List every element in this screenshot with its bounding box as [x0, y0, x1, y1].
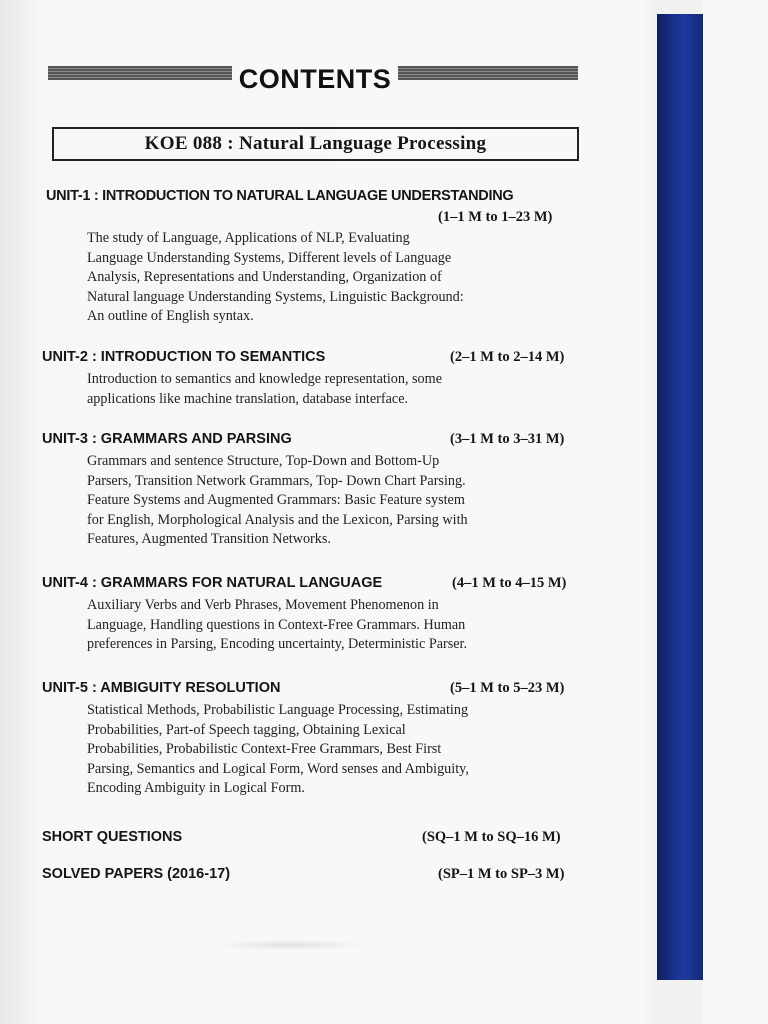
- subject-title-box: KOE 088 : Natural Language Processing: [52, 127, 579, 161]
- unit-1-desc-line: Natural language Understanding Systems, Linguistic Background:: [87, 288, 464, 305]
- solved-papers-title: SOLVED PAPERS (2016-17): [42, 866, 231, 882]
- unit-5-desc-line: Parsing, Semantics and Logical Form, Word senses and Ambiguity,: [87, 760, 469, 777]
- unit-2-desc-line: Introduction to semantics and knowledge representation, some: [87, 371, 442, 387]
- unit-5-desc-line: Probabilities, Probabilistic Context-Free Grammars, Best First: [87, 741, 442, 757]
- unit-3-title: UNIT-3 : GRAMMARS AND PARSING: [42, 431, 292, 447]
- unit-5-desc-line: Probabilities, Part-of Speech tagging, Obtaining Lexical: [87, 721, 406, 738]
- unit-5-desc-line: Encoding Ambiguity in Logical Form.: [87, 780, 305, 796]
- book-cover-edge: [657, 14, 703, 980]
- contents-heading: CONTENTS: [238, 64, 392, 94]
- unit-5-range: (5–1 M to 5–23 M): [450, 680, 565, 696]
- unit-3-desc-line: Features, Augmented Transition Networks.: [87, 531, 331, 547]
- unit-2-range: (2–1 M to 2–14 M): [450, 349, 565, 365]
- solved-papers-range: (SP–1 M to SP–3 M): [438, 866, 565, 882]
- unit-1-desc-line: An outline of English syntax.: [87, 308, 254, 324]
- unit-4-desc-line: preferences in Parsing, Encoding uncertainty, Deterministic Parser.: [87, 636, 468, 652]
- unit-3-description: [87, 452, 547, 550]
- unit-1-title: UNIT-1 : INTRODUCTION TO NATURAL LANGUAGE UNDERSTANDING: [46, 188, 514, 204]
- unit-4-desc-line: Auxiliary Verbs and Verb Phrases, Movement Phenomenon in: [87, 597, 439, 613]
- unit-1-desc-line: Analysis, Representations and Understanding, Organization of: [87, 269, 442, 285]
- short-questions-range: (SQ–1 M to SQ–16 M): [422, 829, 561, 845]
- unit-4-range: (4–1 M to 4–15 M): [452, 575, 567, 591]
- unit-3-desc-line: Feature Systems and Augmented Grammars: Basic Feature system: [87, 492, 465, 508]
- unit-1-range: (1–1 M to 1–23 M): [438, 209, 553, 225]
- header-rule-right: [398, 66, 578, 80]
- unit-3-desc-line: Grammars and sentence Structure, Top-Down and Bottom-Up: [87, 453, 440, 469]
- unit-1-desc-line: Language Understanding Systems, Different levels of Language: [87, 249, 452, 266]
- bleed-through-smudge: [215, 940, 365, 950]
- page-margin-right: [703, 0, 768, 1024]
- unit-3-range: (3–1 M to 3–31 M): [450, 431, 565, 447]
- header-rule-left: [48, 66, 232, 80]
- unit-5-desc-line: Statistical Methods, Probabilistic Language Processing, Estimating: [87, 702, 469, 718]
- unit-3-desc-line: Parsers, Transition Network Grammars, Top- Down Chart Parsing.: [87, 472, 466, 489]
- unit-4-description: [87, 596, 547, 655]
- unit-1-desc-line: The study of Language, Applications of NLP, Evaluating: [87, 230, 410, 246]
- unit-5-title: UNIT-5 : AMBIGUITY RESOLUTION: [42, 680, 281, 696]
- unit-4-title: UNIT-4 : GRAMMARS FOR NATURAL LANGUAGE: [42, 575, 383, 591]
- unit-2-desc-line: applications like machine translation, database interface.: [87, 390, 409, 407]
- unit-3-desc-line: for English, Morphological Analysis and the Lexicon, Parsing with: [87, 511, 468, 528]
- short-questions-title: SHORT QUESTIONS: [42, 829, 183, 845]
- unit-1-description: [87, 229, 547, 327]
- unit-2-title: UNIT-2 : INTRODUCTION TO SEMANTICS: [42, 349, 326, 365]
- unit-2-description: [87, 370, 547, 409]
- unit-5-description: [87, 701, 547, 799]
- unit-4-desc-line: Language, Handling questions in Context-Free Grammars. Human: [87, 616, 466, 633]
